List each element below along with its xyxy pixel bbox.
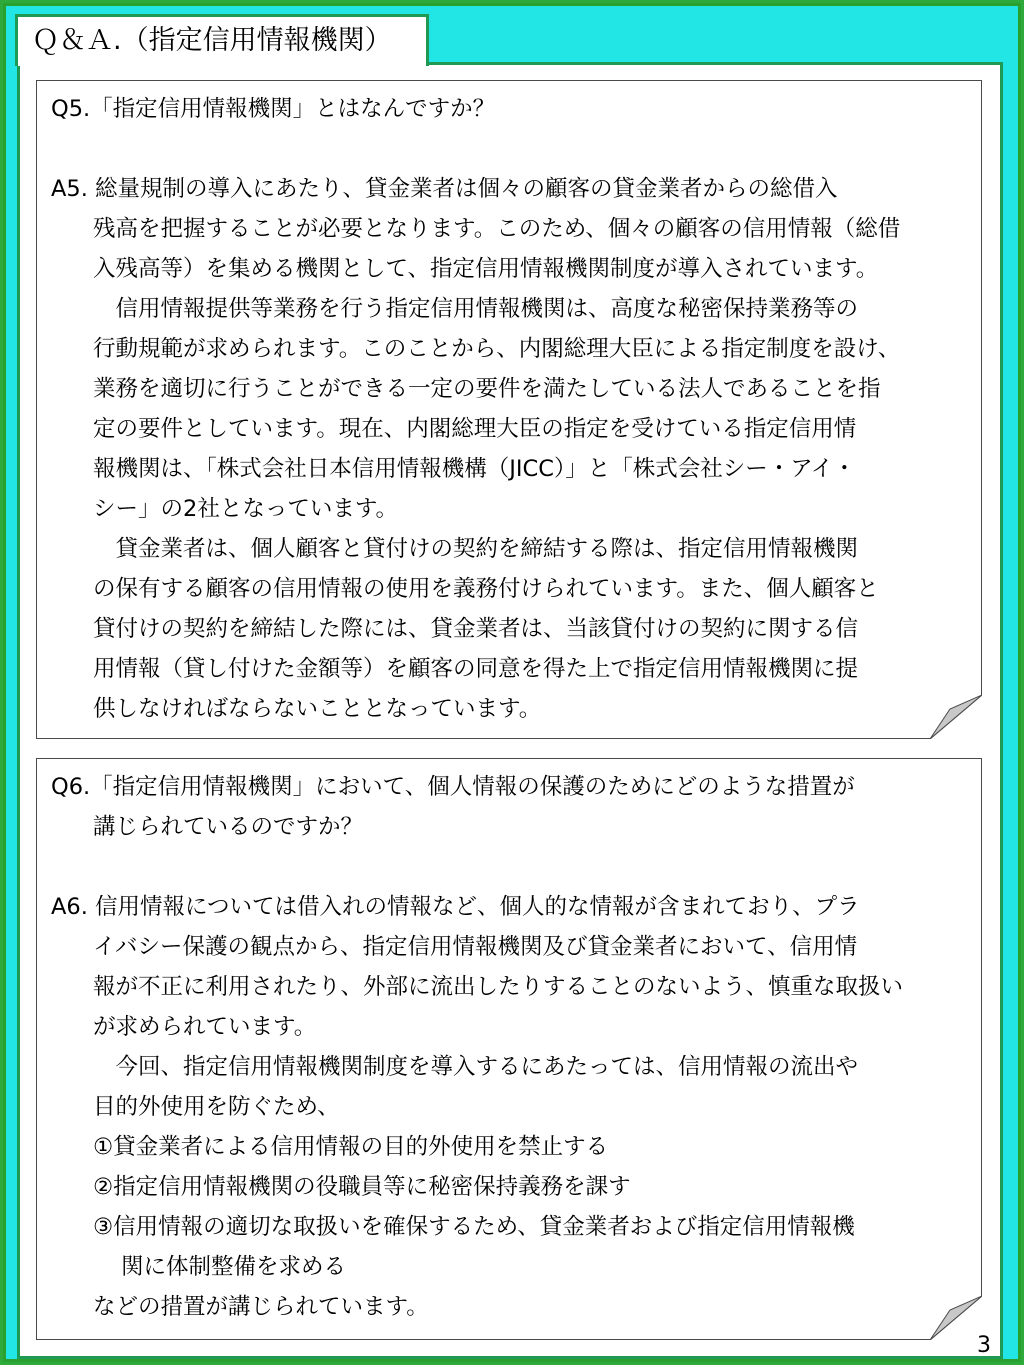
- q5-answer-line: 報機関は、「株式会社日本信用情報機構（JICC）」と「株式会社シー・アイ・: [93, 456, 856, 482]
- q5-answer-line: の保有する顧客の信用情報の使用を義務付けられています。また、個人顧客と: [93, 576, 879, 602]
- q5-answer-line: 貸付けの契約を締結した際には、貸金業者は、当該貸付けの契約に関する信: [93, 616, 859, 642]
- q6-answer-line: イバシー保護の観点から、指定信用情報機関及び貸金業者において、信用情: [93, 934, 858, 960]
- q6-answer-line: A6. 信用情報については借入れの情報など、個人的な情報が含まれており、プラ: [51, 894, 860, 920]
- q5-answer-line: 入残高等）を集める機関として、指定信用情報機関制度が導入されています。: [93, 256, 879, 282]
- page-curl-icon: [930, 695, 982, 739]
- spacer: [51, 847, 971, 887]
- q5-answer-line: 貸金業者は、個人顧客と貸付けの契約を締結する際は、指定信用情報機関: [93, 536, 859, 562]
- page-curl-icon: [930, 1296, 982, 1340]
- q5-text: [51, 89, 971, 729]
- qa-card-q6: [36, 758, 982, 1340]
- q6-question-line: 講じられているのですか？: [93, 814, 364, 840]
- q6-list-item-2: ②指定信用情報機関の役職員等に秘密保持義務を課す: [93, 1174, 631, 1200]
- q6-answer-line: などの措置が講じられています。: [93, 1294, 429, 1320]
- q5-question: Q5.「指定信用情報機関」とはなんですか？: [51, 96, 496, 122]
- q6-answer-line: が求められています。: [93, 1014, 317, 1040]
- q5-answer-line: 定の要件としています。現在、内閣総理大臣の指定を受けている指定信用情: [93, 416, 857, 442]
- q6-answer-line: 今回、指定信用情報機関制度を導入するにあたっては、信用情報の流出や: [93, 1054, 859, 1080]
- q6-list-item-3-cont: 関に体制整備を求める: [121, 1254, 347, 1280]
- q5-answer-line: 行動規範が求められます。このことから、内閣総理大臣による指定制度を設け、: [93, 336, 901, 362]
- q5-answer-line: 残高を把握することが必要となります。このため、個々の顧客の信用情報（総借: [93, 216, 901, 242]
- q5-answer-line: A5. 総量規制の導入にあたり、貸金業者は個々の顧客の貸金業者からの総借入: [51, 176, 838, 202]
- page-number: 3: [977, 1333, 991, 1358]
- q6-question-line: Q6.「指定信用情報機関」において、個人情報の保護のためにどのような措置が: [51, 774, 855, 800]
- q5-answer-line: シー」の2社となっています。: [93, 496, 399, 522]
- q5-answer-line: 信用情報提供等業務を行う指定信用情報機関は、高度な秘密保持業務等の: [93, 296, 859, 322]
- q6-answer-line: 目的外使用を防ぐため、: [93, 1094, 340, 1120]
- q5-answer-line: 業務を適切に行うことができる一定の要件を満たしている法人であることを指: [93, 376, 881, 402]
- q6-answer-line: 報が不正に利用されたり、外部に流出したりすることのないよう、慎重な取扱い: [93, 974, 904, 1000]
- q6-list-item-3: ③信用情報の適切な取扱いを確保するため、貸金業者および指定信用情報機: [93, 1214, 855, 1240]
- q5-answer-line: 供しなければならないこととなっています。: [93, 696, 542, 722]
- slide-title: Ｑ＆Ａ.（指定信用情報機関）: [15, 14, 429, 66]
- qa-card-q5: [36, 80, 982, 739]
- q6-list-item-1: ①貸金業者による信用情報の目的外使用を禁止する: [93, 1134, 609, 1160]
- q5-answer-line: 用情報（貸し付けた金額等）を顧客の同意を得た上で指定信用情報機関に提: [93, 656, 859, 682]
- spacer: [51, 129, 971, 169]
- q6-text: [51, 767, 971, 1327]
